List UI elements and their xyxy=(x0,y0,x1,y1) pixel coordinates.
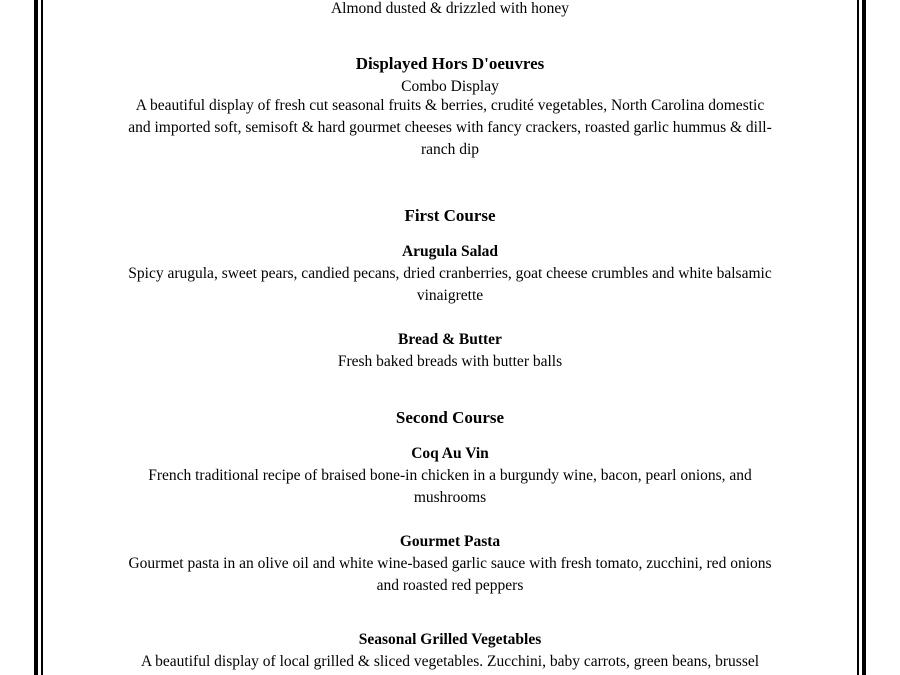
coq-au-vin-desc-line-1: French traditional recipe of braised bone-in chicken in a burgundy wine, bacon, pearl onions, and xyxy=(148,467,752,484)
bread-and-butter-desc-line-1: Fresh baked breads with butter balls xyxy=(337,353,563,370)
section-title-first-course: First Course xyxy=(404,206,496,225)
menu-item-name-seasonal-grilled-vegetables: Seasonal Grilled Vegetables xyxy=(358,631,542,648)
combo-display-desc-line-3: ranch dip xyxy=(420,141,480,158)
combo-display-desc-line-1: A beautiful display of fresh cut seasonal fruits & berries, crudité vegetables, North Carolina domestic xyxy=(135,97,765,114)
gourmet-pasta-desc-line-1: Gourmet pasta in an olive oil and white wine-based garlic sauce with fresh tomato, zucchini, red onions xyxy=(128,555,772,572)
previous-item-description: Almond dusted & drizzled with honey xyxy=(330,0,570,17)
arugula-salad-desc-line-2: vinaigrette xyxy=(416,287,484,304)
menu-item-name-bread-and-butter: Bread & Butter xyxy=(398,331,502,348)
page-border-left-outer xyxy=(34,0,38,675)
seasonal-grilled-vegetables-desc-line-1: A beautiful display of local grilled & sliced vegetables. Zucchini, baby carrots, green beans, brussel xyxy=(140,653,760,670)
coq-au-vin-desc-line-2: mushrooms xyxy=(413,489,487,506)
menu-item-name-gourmet-pasta: Gourmet Pasta xyxy=(399,533,501,550)
section-title-second-course: Second Course xyxy=(395,408,505,427)
section-subtitle-combo-display: Combo Display xyxy=(401,78,499,95)
combo-display-desc-line-2: and imported soft, semisoft & hard gourmet cheeses with fancy crackers, roasted garlic hummus & dill- xyxy=(128,119,772,136)
page-border-right-inner xyxy=(857,0,859,675)
gourmet-pasta-desc-line-2: and roasted red peppers xyxy=(376,577,524,594)
page-border-left-inner xyxy=(41,0,43,675)
page-border-right-outer xyxy=(862,0,866,675)
section-title-displayed-hors-doeuvres: Displayed Hors D'oeuvres xyxy=(355,54,545,73)
menu-item-name-coq-au-vin: Coq Au Vin xyxy=(411,445,489,462)
menu-item-name-arugula-salad: Arugula Salad xyxy=(401,243,499,260)
arugula-salad-desc-line-1: Spicy arugula, sweet pears, candied pecans, dried cranberries, goat cheese crumbles and white balsamic xyxy=(128,265,772,282)
